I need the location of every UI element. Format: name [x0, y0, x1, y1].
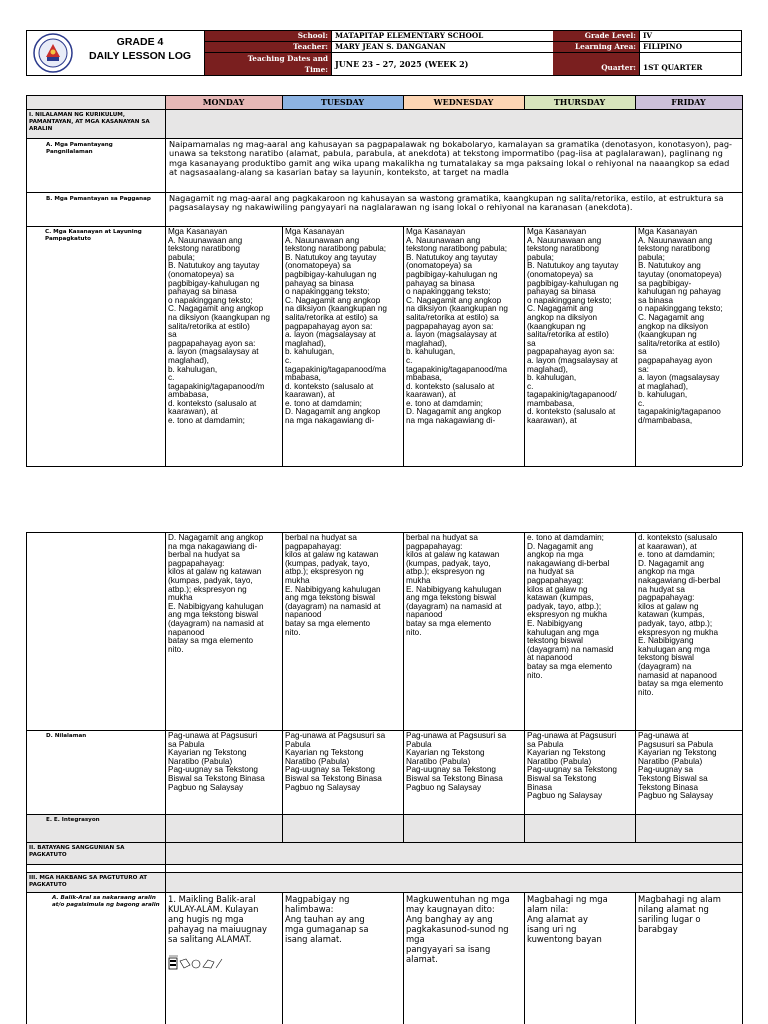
row-a3-thursday: Magbahagi ng mga alam nila: Ang alamat ay isang uri ng kuwentong bayan	[527, 894, 608, 944]
row-d-monday: Pag-unawa at Pagsusuri sa Pabula Kayarian ng Tekstong Naratibo (Pabula) Pag-uugnay sa Tekstong Biswal sa Tekstong Binasa Pagbuo ng Salaysay	[168, 732, 265, 792]
teacher-value: MARY JEAN S. DANGANAN	[331, 42, 553, 52]
row-a-content: Naipamamalas ng mag-aaral ang kahusayan sa pagpapalawak ng bokabolaryo, kamalayan sa gramatika (denotasyon, konotasyon), pag-unawa sa tekstong naratibo (alamat, pabula, parabula, at anekdota) at tekstong impormatibo (pag-iisa at paglalarawan), paglinang ng mga kasanayang produktibo gamit ang wika upang makalikha ng tumatalakay sa mga paksaing lokal o rehiyonal na naaangkop sa edad at nagsasaalang-alang sa kasarian batay sa layunin, konteksto, at target na madla	[169, 140, 732, 178]
row-b-label: B. Mga Pamantayan sa Pagganap	[46, 196, 151, 202]
quarter-label: Quarter:	[553, 53, 639, 75]
row-c-friday: Mga Kasanayan A. Nauunawaan ang tekstong naratibong pabula; B. Natutukoy ang tayutay (onomatopeya) sa pagbibigay- kahulugan ng pahayag sa binasa o napakinggang teksto; C. Nagagamit ang angkop na diksiyon (kaangkupan ng salita/retorika at estilo) sa pagpapahayag ayon sa: a. layon (magsalaysay at maglahad), b. kahulugan, c. tagapakinig/tagapanoo d/mambabasa,	[638, 228, 723, 426]
school-row	[205, 31, 741, 42]
row-c-cont-tuesday: berbal na hudyat sa pagpapahayag: kilos at galaw ng katawan (kumpas, padyak, tayo, atbp.); ekspresyon ng mukha E. Nabibigyang kahulugan ang mga tekstong biswal (dayagram) na namasid at napanood batay sa mga elemento nito.	[285, 534, 381, 637]
document-header	[26, 30, 742, 76]
day-header-friday: FRIDAY	[635, 95, 742, 109]
row-c-label: C. Mga Kasanayan at Layuning Pampagkatuto	[45, 229, 142, 243]
row-d-friday: Pag-unawa at Pagsusuri sa Pabula Kayarian ng Tekstong Naratibo (Pabula) Pag-uugnay sa Tekstong Biswal sa Tekstong Binasa Pagbuo ng Salaysay	[638, 732, 717, 801]
row-c-cont-friday: d. konteksto (salusalo at kaarawan), at e. tono at damdamin; D. Nagagamit ang angkop na mga nakagawiang di-berbal na hudyat sa pagpapahayag: kilos at galaw ng katawan (kumpas, padyak, tayo, atbp.); ekspresyon ng mukha E. Nabibigyang kahulugan ang mga tekstong biswal (dayagram) na namasid at napanood batay sa mga elemento nito.	[638, 534, 724, 697]
row-a3-label: A. Balik-Aral sa nakaraang aralin at/o pagsisimula ng bagong aralin	[52, 895, 160, 909]
dates-label	[205, 53, 331, 75]
section-3-label: III. MGA HAKBANG SA PAGTUTURO AT PAGKATUTO	[29, 875, 148, 889]
day-header-monday: MONDAY	[165, 95, 282, 109]
day-header-tuesday: TUESDAY	[282, 95, 403, 109]
section-2-label: II. BATAYANG SANGGUNIAN SA PAGKATUTO	[29, 845, 125, 859]
row-c-cont-monday: D. Nagagamit ang angkop na mga nakagawiang di- berbal na hudyat sa pagpapahayag: kilos at galaw ng katawan (kumpas, padyak, tayo, atbp.); ekspresyon ng mukha E. Nabibigyang kahulugan ang mga tekstong biswal (dayagram) na namasid at napanood batay sa mga elemento nito.	[168, 534, 264, 654]
row-c-tuesday: Mga Kasanayan A. Nauunawaan ang tekstong naratibong pabula; B. Natutukoy ang tayutay (onomatopeya) sa pagbibigay-kahulugan ng pahayag sa binasa o napakinggang teksto; C. Nagagamit ang angkop na diksiyon (kaangkupan ng salita/retorika at estilo) sa pagpapahayag ayon sa: a. layon (magsalaysay at maglahad), b. kahulugan, c. tagapakinig/tagapanood/ma mbabasa, d. konteksto (salusalo at kaarawan), at e. tono at damdamin; D. Nagagamit ang angkop na mga nakagawiang di-	[285, 228, 387, 426]
quarter-value: 1ST QUARTER	[639, 53, 739, 75]
header-title-block	[27, 31, 205, 75]
grade-title: GRADE 4	[116, 36, 164, 48]
row-d-thursday: Pag-unawa at Pagsusuri sa Pabula Kayarian ng Tekstong Naratibo (Pabula) Pag-uugnay sa Tekstong Biswal sa Tekstong Binasa Pagbuo ng Salaysay	[527, 732, 617, 801]
learning-area-value: FILIPINO	[639, 42, 739, 52]
school-value: MATAPITAP ELEMENTARY SCHOOL	[331, 31, 553, 41]
row-c-cont-wednesday: berbal na hudyat sa pagpapahayag: kilos at galaw ng katawan (kumpas, padyak, tayo, atbp.); ekspresyon ng mukha E. Nabibigyang kahulugan ang mga tekstong biswal (dayagram) na namasid at napanood batay sa mga elemento nito.	[406, 534, 502, 637]
row-a3-tuesday: Magpabigay ng halimbawa: Ang tauhan ay ang mga gumaganap sa isang alamat.	[285, 894, 369, 944]
dates-row	[205, 53, 741, 75]
row-a3-monday: 1. Maikling Balik-aral KULAY-ALAM. Kulayan ang hugis ng mga pahayag na maiuugnay sa salitang ALAMAT.	[168, 894, 268, 944]
corner-cell	[26, 95, 165, 109]
deped-seal-icon	[33, 33, 73, 73]
row-e-label: E. E. Integrasyon	[46, 817, 100, 823]
row-d-wednesday: Pag-unawa at Pagsusuri sa Pabula Kayarian ng Tekstong Naratibo (Pabula) Pag-uugnay sa Tekstong Biswal sa Tekstong Binasa Pagbuo ng Salaysay	[406, 732, 507, 792]
row-c-cont-thursday: e. tono at damdamin; D. Nagagamit ang angkop na mga nakagawiang di-berbal na hudyat sa pagpapahayag: kilos at galaw ng katawan (kumpas, padyak, tayo, atbp.); ekspresyon ng mukha E. Nabibigyang kahulugan ang mga tekstong biswal (dayagram) na namasid at napanood batay sa mga elemento nito.	[527, 534, 614, 680]
row-d-tuesday: Pag-unawa at Pagsusuri sa Pabula Kayarian ng Tekstong Naratibo (Pabula) Pag-uugnay sa Tekstong Biswal sa Tekstong Binasa Pagbuo ng Salaysay	[285, 732, 386, 792]
learning-area-label: Learning Area:	[553, 42, 639, 52]
row-c-thursday: Mga Kasanayan A. Nauunawaan ang tekstong naratibong pabula; B. Natutukoy ang tayutay (onomatopeya) sa pagbibigay-kahulugan ng pahayag sa binasa o napakinggang teksto; C. Nagagamit ang angkop na diksiyon (kaangkupan ng salita/retorika at estilo) sa pagpapahayag ayon sa: a. layon (magsalaysay at maglahad), b. kahulugan, c. tagapakinig/tagapanood/ mambabasa, d. konteksto (salusalo at kaarawan), at	[527, 228, 619, 426]
dates-label-line2: Time:	[304, 64, 328, 74]
dates-value: JUNE 23 – 27, 2025 (WEEK 2)	[331, 53, 553, 75]
school-label: School:	[205, 31, 331, 41]
row-a3-friday: Magbahagi ng alam nilang alamat ng sariling lugar o barabgay	[638, 894, 721, 934]
grade-level-label: Grade Level:	[553, 31, 639, 41]
row-c-monday: Mga Kasanayan A. Nauunawaan ang tekstong naratibong pabula; B. Natutukoy ang tayutay (onomatopeya) sa pagbibigay-kahulugan ng pahayag sa binasa o napakinggang teksto; C. Nagagamit ang angkop na diksiyon (kaangkupan ng salita/retorika at estilo) sa pagpapahayag ayon sa: a. layon (magsalaysay at maglahad), b. kahulugan, c. tagapakinig/tagapanood/m ambabasa, d. konteksto (salusalo at kaarawan), at e. tono at damdamin;	[168, 228, 270, 426]
row-c-wednesday: Mga Kasanayan A. Nauunawaan ang tekstong naratibong pabula; B. Natutukoy ang tayutay (onomatopeya) sa pagbibigay-kahulugan ng pahayag sa binasa o napakinggang teksto; C. Nagagamit ang angkop na diksiyon (kaangkupan ng salita/retorika at estilo) sa pagpapahayag ayon sa: a. layon (magsalaysay at maglahad), b. kahulugan, c. tagapakinig/tagapanood/ma mbabasa, d. konteksto (salusalo at kaarawan), at e. tono at damdamin; D. Nagagamit ang angkop na mga nakagawiang di-	[406, 228, 508, 426]
section-1-label: I. NILALAMAN NG KURIKULUM, PAMANTAYAN, AT MGA KASANAYAN SA ARALIN	[29, 112, 150, 133]
day-header-wednesday: WEDNESDAY	[403, 95, 524, 109]
grade-level-value: IV	[639, 31, 739, 41]
row-d-label: D. Nilalaman	[46, 733, 87, 739]
day-header-thursday: THURSDAY	[524, 95, 635, 109]
row-a-label: A. Mga Pamantayang Pangnilalaman	[46, 142, 113, 156]
row-b-content: Nagagamit ng mag-aaral ang pagkakaroon ng kahusayan sa wastong gramatika, kaangkupan ng salita/retorika, estilo, at estruktura sa pagsasalaysay ng nakawiwiling pangyayari na naglalarawan ng isang lokal o rehiyonal na karanasan (anekdota).	[169, 194, 724, 213]
dates-label-line1: Teaching Dates and	[247, 54, 328, 63]
teacher-label: Teacher:	[205, 42, 331, 52]
activity-thumbnail-icon	[168, 955, 224, 971]
row-a3-wednesday: Magkuwentuhan ng mga may kaugnayan dito: Ang banghay ay ang pagkakasunod-sunod ng mga pangyayari sa isang alamat.	[406, 894, 510, 964]
teacher-row	[205, 42, 741, 53]
log-title: DAILY LESSON LOG	[88, 50, 192, 62]
